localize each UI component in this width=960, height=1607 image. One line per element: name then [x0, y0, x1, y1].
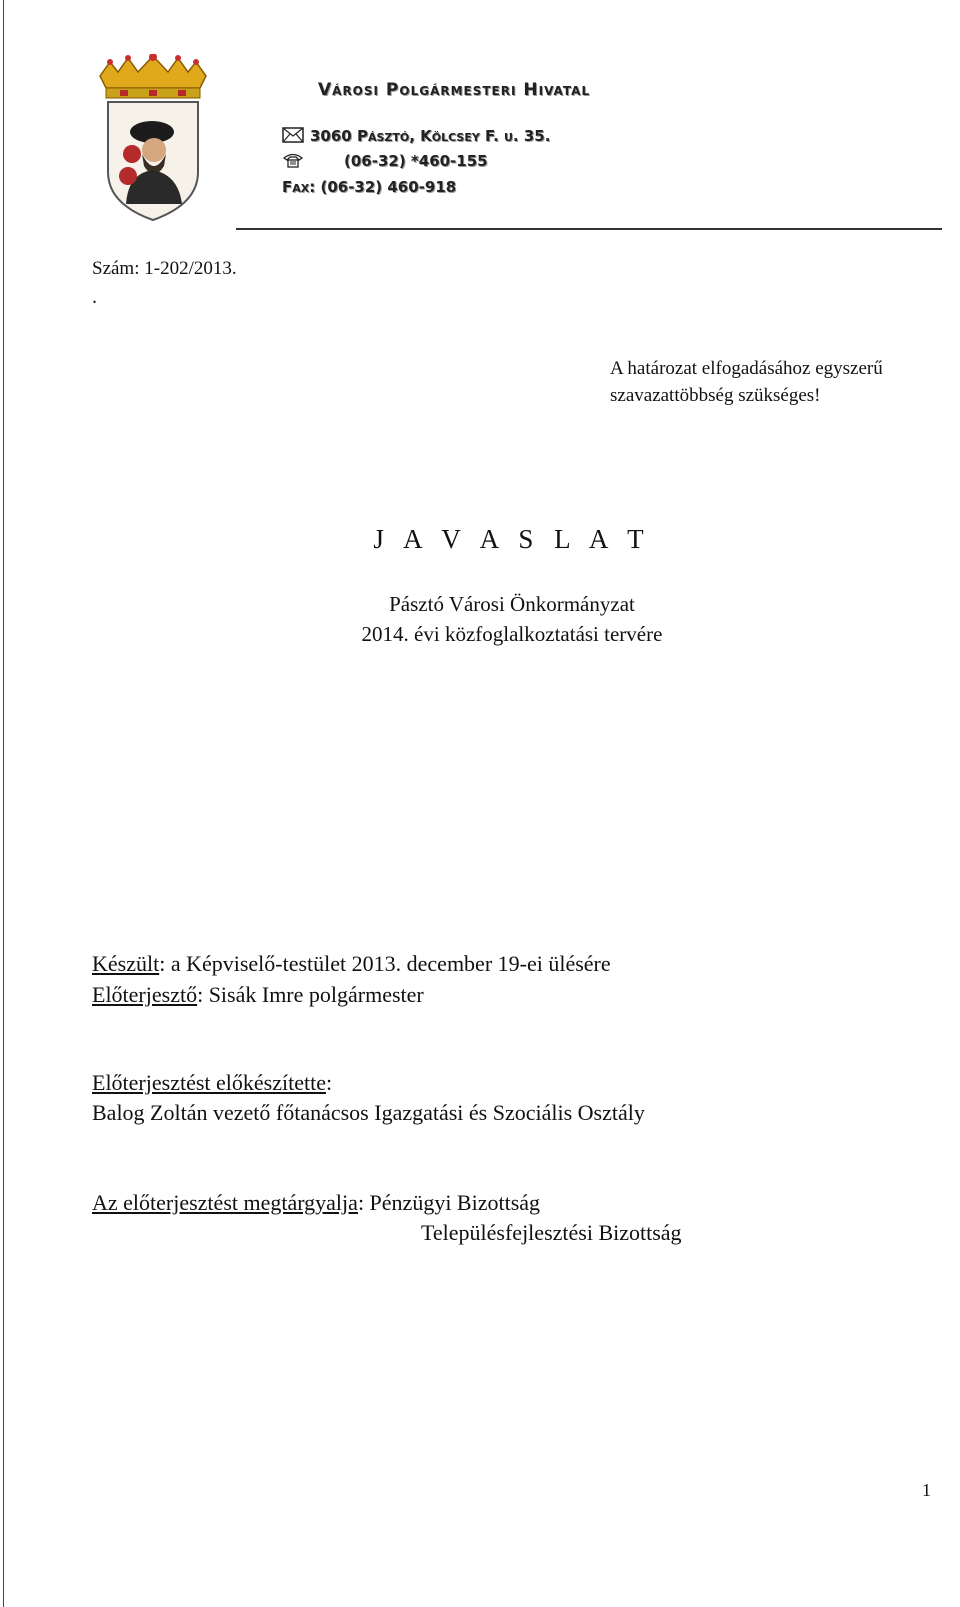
discuss-committee-2: Településfejlesztési Bizottság — [421, 1220, 682, 1245]
subtitle-line1: Pásztó Városi Önkormányzat — [389, 592, 635, 616]
page-border — [3, 0, 4, 1607]
fax-line: Fax: (06-32) 460-918 — [282, 178, 457, 196]
stray-dot: . — [92, 286, 97, 308]
header-divider — [236, 228, 942, 230]
drafter-name: Balog Zoltán vezető főtanácsos Igazgatási és Szociális Osztály — [92, 1100, 645, 1125]
prepared-for-line — [92, 951, 611, 977]
prepared-label: Készült — [92, 951, 160, 976]
presenter-text: : Sisák Imre polgármester — [197, 982, 424, 1007]
org-name: Városi Polgármesteri Hivatal — [318, 80, 591, 100]
city-coat-of-arms-logo — [92, 54, 214, 224]
phone-line — [282, 152, 488, 170]
majority-note-line1: A határozat elfogadásához egyszerű — [610, 358, 883, 379]
envelope-icon — [282, 127, 304, 143]
telephone-icon — [282, 152, 304, 168]
majority-note-line2: szavazattöbbség szükséges! — [610, 385, 821, 406]
discuss-label: Az előterjesztést megtárgyalja — [92, 1190, 358, 1215]
address-line — [282, 127, 550, 145]
discussion-line — [92, 1190, 540, 1216]
presenter-label: Előterjesztő — [92, 982, 198, 1007]
address-text: 3060 Pásztó, Kölcsey F. u. 35. — [310, 127, 551, 145]
prepared-text: : a Képviselő-testület 2013. december 19-ei ülésére — [159, 951, 611, 976]
discuss-committee-1: : Pénzügyi Bizottság — [357, 1190, 541, 1215]
drafter-label: Előterjesztést előkészítette — [92, 1070, 326, 1095]
document-number: Szám: 1-202/2013. — [92, 258, 237, 279]
document-title: J A V A S L A T — [373, 524, 651, 554]
drafter-heading — [92, 1070, 332, 1096]
presenter-line — [92, 982, 424, 1008]
page-number: 1 — [922, 1480, 931, 1500]
subtitle-line2: 2014. évi közfoglalkoztatási tervére — [361, 622, 663, 646]
phone-text: (06-32) *460-155 — [344, 152, 488, 170]
drafter-colon: : — [325, 1070, 333, 1095]
